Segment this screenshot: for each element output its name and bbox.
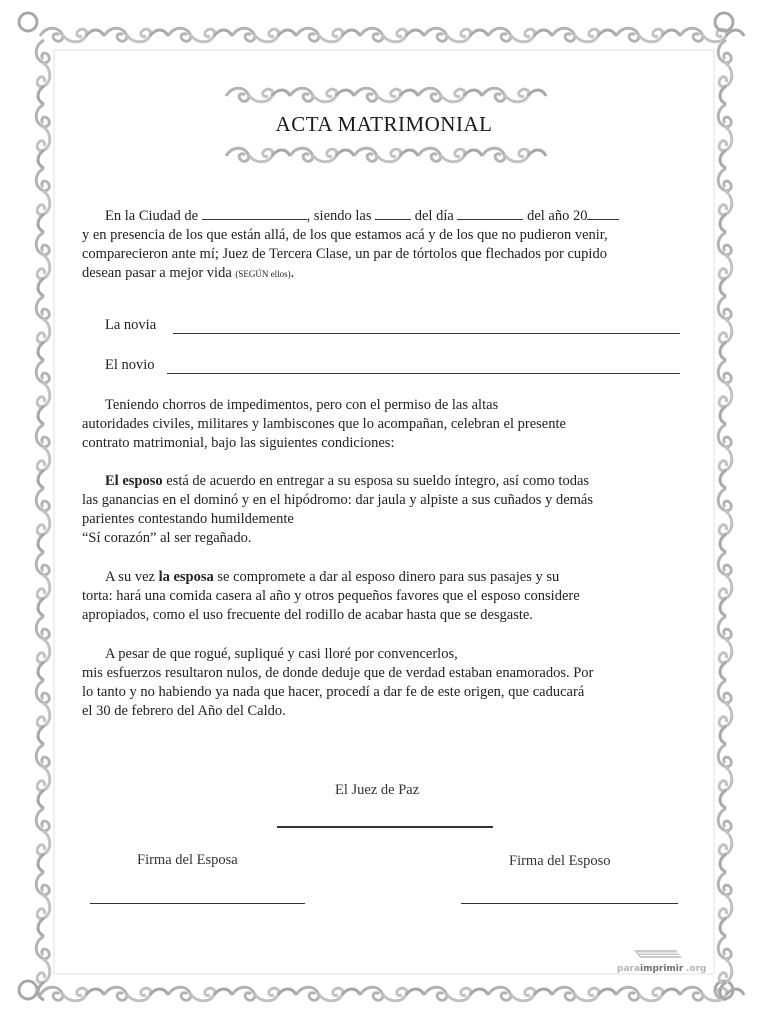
esposa-paragraph: A su vez la esposa se compromete a dar al esposo dinero para sus pasajes y su torta: hará una comida casera al año y otros pequeños favores que el esposo considere apropiados, como el uso frecuente del rodillo de acabar hasta que se desgaste. (82, 569, 580, 623)
esposo-bold: El esposo (105, 473, 163, 489)
svg-text:para: para (617, 964, 641, 974)
final-paragraph: A pesar de que rogué, supliqué y casi lloré por convencerlos, mis esfuerzos resultaron nulos, de donde deduje que de verdad estaban enamorados. Por lo tanto y no habiendo ya nada que hacer, procedí a dar fe de este origen, que caducará el 30 de febrero del Año del Caldo. (82, 646, 594, 719)
novia-field[interactable] (105, 317, 680, 339)
firma-esposa-label: Firma del Esposa (137, 852, 238, 868)
intro-line: En la Ciudad de , siendo las del día del año 20 (82, 205, 682, 226)
fill-in-blank[interactable] (457, 205, 523, 220)
novia-label: La novia (105, 317, 157, 333)
esposa-bold: la esposa (158, 569, 214, 585)
fill-in-blank[interactable] (202, 205, 307, 220)
juez-signature-line[interactable] (277, 826, 493, 828)
svg-text:imprimir: imprimir (640, 964, 684, 974)
esposo-paragraph: El esposo está de acuerdo en entregar a su esposa su sueldo íntegro, así como todas las ganancias en el dominó y en el hipódromo: dar jaula y alpiste a sus cuñados y demás parientes contestando humildemente “Sí corazón” al ser regañado. (82, 473, 593, 546)
fill-in-blank[interactable] (375, 205, 411, 220)
intro-line: desean pasar a mejor vida (SEGÚN ellos). (82, 265, 295, 281)
novio-label: El novio (105, 357, 155, 373)
page-title: ACTA MATRIMONIAL (275, 112, 493, 136)
intro-line: comparecieron ante mí; Juez de Tercera Clase, un par de tórtolos que flechados por cupido (82, 246, 607, 262)
juez-label: El Juez de Paz (335, 782, 420, 798)
firma-esposo-label: Firma del Esposo (509, 853, 611, 869)
intro-paragraph (82, 205, 682, 284)
esposo-signature-line[interactable] (461, 903, 678, 904)
novia-line[interactable] (173, 333, 680, 334)
svg-text:.org: .org (686, 964, 707, 974)
fill-in-blank[interactable] (587, 205, 619, 220)
impedimentos-paragraph: Teniendo chorros de impedimentos, pero con el permiso de las altas autoridades civiles, militares y lambiscones que lo acompañan, celebran el presente contrato matrimonial, bajo las siguientes condiciones: (82, 397, 566, 451)
novio-field[interactable] (105, 357, 680, 379)
novio-line[interactable] (167, 373, 680, 374)
esposa-signature-line[interactable] (90, 903, 305, 904)
intro-line: y en presencia de los que están allá, de los que estamos acá y de los que no pudieron venir, (82, 227, 608, 243)
paraimprimir-logo (616, 946, 716, 976)
